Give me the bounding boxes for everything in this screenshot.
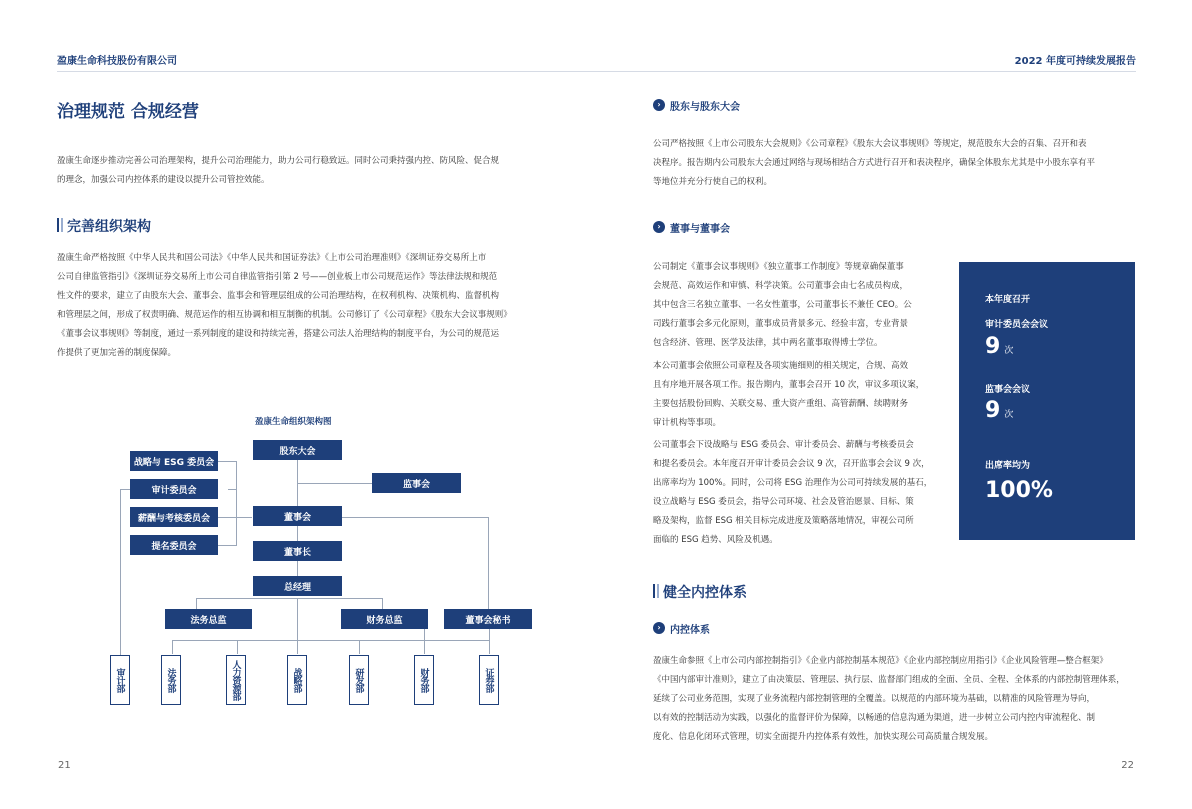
nomination-committee-box: 提名委员会 bbox=[130, 535, 218, 555]
connector-line bbox=[236, 517, 252, 518]
text-line: 《中国内部审计准则》，建立了由决策层、管理层、执行层、监督部门组成的全面、全员、全程、全体系的内部控制管理体系， bbox=[653, 675, 1125, 685]
audit-dept-box: 审计部 bbox=[110, 655, 130, 705]
rd-dept-box: 研发部 bbox=[349, 655, 369, 705]
text-line: 延续了公司业务范围，实现了业务流程内部控制管理的全覆盖。以规范的内部环境为基础，以精准的风险管理为导向， bbox=[653, 694, 1096, 704]
text-line: 本公司董事会依照公司章程及各项实施细则的相关规定，合规、高效 bbox=[653, 361, 909, 371]
text-line: 作提供了更加完善的制度保障。 bbox=[57, 348, 177, 358]
supervisor-meetings-label: 监事会会议 bbox=[985, 385, 1031, 395]
connector-line bbox=[236, 461, 237, 546]
text-line: 公司制定《董事会议事规则》《独立董事工作制度》等规章确保董事 bbox=[653, 262, 904, 272]
text-line: 和提名委员会。本年度召开审计委员会会议 9 次，召开监事会会议 9 次， bbox=[653, 459, 930, 469]
connector-line bbox=[218, 517, 236, 518]
report-title: 2022 年度可持续发展报告 bbox=[1014, 56, 1136, 67]
connector-line bbox=[237, 640, 238, 654]
attendance-value: 100% bbox=[985, 478, 1053, 503]
page-number-left: 21 bbox=[58, 760, 71, 771]
subsection-label: 内控体系 bbox=[670, 625, 710, 636]
subsection-internal-control bbox=[653, 621, 710, 636]
stat-number: 9 bbox=[985, 398, 1001, 423]
section-title-internal-control: 健全内控体系 bbox=[653, 582, 747, 602]
text-line: 面临的 ESG 趋势、风险及机遇。 bbox=[653, 535, 778, 545]
intro-paragraph bbox=[57, 152, 547, 190]
connector-line bbox=[172, 640, 490, 641]
supervisory-board-box: 监事会 bbox=[372, 473, 461, 493]
text-line: 盈康生命逐步推动完善公司治理架构，提升公司治理能力，助力公司行稳致远。同时公司秉持强内控、防风险、促合规 bbox=[57, 156, 500, 166]
text-line: 盈康生命严格按照《中华人民共和国公司法》《中华人民共和国证券法》《上市公司治理准则》《深圳证券交易所上市 bbox=[57, 253, 487, 263]
subsection-label: 董事与董事会 bbox=[670, 224, 730, 235]
shareholders-paragraph bbox=[653, 135, 1135, 192]
finance-dept-box: 财务部 bbox=[414, 655, 434, 705]
org-paragraph bbox=[57, 249, 547, 363]
stats-panel bbox=[959, 262, 1135, 540]
board-box: 董事会 bbox=[253, 506, 342, 526]
board-paragraph-1 bbox=[653, 258, 943, 353]
subsection-label: 股东与股东大会 bbox=[670, 102, 740, 113]
audit-meetings-label: 审计委员会会议 bbox=[985, 320, 1049, 330]
text-line: 包含经济、管理、医学及法律，其中两名董事取得博士学位。 bbox=[653, 338, 883, 348]
page-title: 治理规范 合规经营 bbox=[57, 102, 199, 122]
text-line: 会规范、高效运作和审慎、科学决策。公司董事会由七名成员构成， bbox=[653, 281, 909, 291]
securities-dept-box: 证券部 bbox=[479, 655, 499, 705]
subsection-board bbox=[653, 220, 730, 235]
text-line: 公司董事会下设战略与 ESG 委员会、审计委员会、薪酬与考核委员会 bbox=[653, 440, 914, 450]
connector-line bbox=[120, 489, 130, 490]
strategy-esg-committee-box: 战略与 ESG 委员会 bbox=[130, 451, 218, 471]
gm-box: 总经理 bbox=[253, 576, 342, 596]
chevron-right-icon: › bbox=[653, 622, 665, 634]
audit-meetings-value bbox=[985, 334, 1013, 359]
connector-line bbox=[172, 640, 173, 654]
text-line: 主要包括股份回购、关联交易、重大资产重组、高管薪酬、续聘财务 bbox=[653, 399, 909, 409]
text-line: 公司自律监管指引》《深圳证券交易所上市公司自律监管指引第 2 号——创业板上市公司规范运作》等法律法规和规范 bbox=[57, 272, 498, 282]
text-line: 出席率均为 100%。同时，公司将 ESG 治理作为公司可持续发展的基石， bbox=[653, 478, 933, 488]
hr-dept-box: 人力资源部 bbox=[226, 655, 246, 705]
compensation-committee-box: 薪酬与考核委员会 bbox=[130, 507, 218, 527]
text-line: 审计机构等事项。 bbox=[653, 418, 722, 428]
finance-director-box: 财务总监 bbox=[341, 609, 428, 629]
shareholders-meeting-box: 股东大会 bbox=[253, 440, 342, 460]
connector-line bbox=[297, 640, 298, 654]
text-line: 设立战略与 ESG 委员会，指导公司环境、社会及管治愿景、目标、策 bbox=[653, 497, 914, 507]
text-line: 决程序。报告期内公司股东大会通过网络与现场相结合方式进行召开和表决程序，确保全体股东尤其是中小股东享有平 bbox=[653, 158, 1096, 168]
stat-number: 9 bbox=[985, 334, 1001, 359]
page-number-right: 22 bbox=[1121, 760, 1134, 771]
connector-line bbox=[424, 640, 425, 654]
connector-line bbox=[120, 489, 121, 655]
connector-line bbox=[218, 545, 236, 546]
connector-line bbox=[342, 517, 488, 518]
connector-line bbox=[218, 461, 236, 462]
text-line: 度化、信息化闭环式管理，切实全面提升内控体系有效性，加快实现公司高质量合规发展。 bbox=[653, 732, 994, 742]
text-line: 和管理层之间，形成了权责明确、规范运作的相互协调和相互制衡的机制。公司修订了《公司章程》《股东大会议事规则》 bbox=[57, 310, 512, 320]
text-line: 等地位并充分行使自己的权利。 bbox=[653, 177, 773, 187]
connector-line bbox=[359, 640, 360, 654]
connector-line bbox=[488, 517, 489, 609]
stats-heading: 本年度召开 bbox=[985, 295, 1031, 305]
board-paragraph-2 bbox=[653, 357, 943, 433]
org-chart-title: 盈康生命组织架构图 bbox=[255, 417, 332, 427]
connector-line bbox=[297, 598, 298, 640]
text-line: 公司严格按照《上市公司股东大会规则》《公司章程》《股东大会议事规则》等规定，规范股东大会的召集、召开和表 bbox=[653, 139, 1087, 149]
connector-line bbox=[424, 629, 425, 640]
attendance-label: 出席率均为 bbox=[985, 461, 1031, 471]
text-line: 其中包含三名独立董事、一名女性董事，公司董事长不兼任 CEO。公 bbox=[653, 300, 912, 310]
connector-line bbox=[228, 489, 236, 490]
text-line: 略及架构，监督 ESG 相关目标完成进度及策略落地情况，审视公司所 bbox=[653, 516, 914, 526]
subsection-shareholders bbox=[653, 98, 740, 113]
internal-control-paragraph bbox=[653, 652, 1135, 747]
chevron-right-icon: › bbox=[653, 221, 665, 233]
company-name: 盈康生命科技股份有限公司 bbox=[57, 56, 177, 67]
text-line: 且有序地开展各项工作。报告期内，董事会召开 10 次，审议多项议案， bbox=[653, 380, 925, 390]
text-line: 性文件的要求，建立了由股东大会、董事会、监事会和管理层组成的公司治理结构，在权利机构、决策机构、监督机构 bbox=[57, 291, 500, 301]
header-divider bbox=[57, 71, 1136, 72]
connector-line bbox=[489, 629, 490, 654]
legal-director-box: 法务总监 bbox=[165, 609, 252, 629]
section-title-org: 完善组织架构 bbox=[57, 216, 151, 236]
audit-committee-box: 审计委员会 bbox=[130, 479, 218, 499]
strategy-dept-box: 战略部 bbox=[287, 655, 307, 705]
board-secretary-box: 董事会秘书 bbox=[444, 609, 532, 629]
stat-unit: 次 bbox=[1004, 410, 1014, 420]
board-paragraph-3 bbox=[653, 436, 943, 550]
text-line: 司践行董事会多元化原则，董事成员背景多元、经验丰富，专业背景 bbox=[653, 319, 909, 329]
chevron-right-icon: › bbox=[653, 99, 665, 111]
supervisor-meetings-value bbox=[985, 398, 1013, 423]
text-line: 的理念，加强公司内控体系的建设以提升公司管控效能。 bbox=[57, 175, 270, 185]
text-line: 《董事会议事规则》等制度，通过一系列制度的建设和持续完善，搭建公司法人治理结构的制度平台，为公司的规范运 bbox=[57, 329, 500, 339]
text-line: 盈康生命参照《上市公司内部控制指引》《企业内部控制基本规范》《企业内部控制应用指引》《企业风险管理—整合框架》 bbox=[653, 656, 1108, 666]
chairman-box: 董事长 bbox=[253, 541, 342, 561]
connector-line bbox=[196, 598, 382, 599]
legal-dept-box: 法务部 bbox=[161, 655, 181, 705]
stat-unit: 次 bbox=[1004, 346, 1014, 356]
text-line: 以有效的控制活动为实践，以强化的监督评价为保障，以畅通的信息沟通为渠道，进一步树立公司内控内审流程化、制 bbox=[653, 713, 1096, 723]
